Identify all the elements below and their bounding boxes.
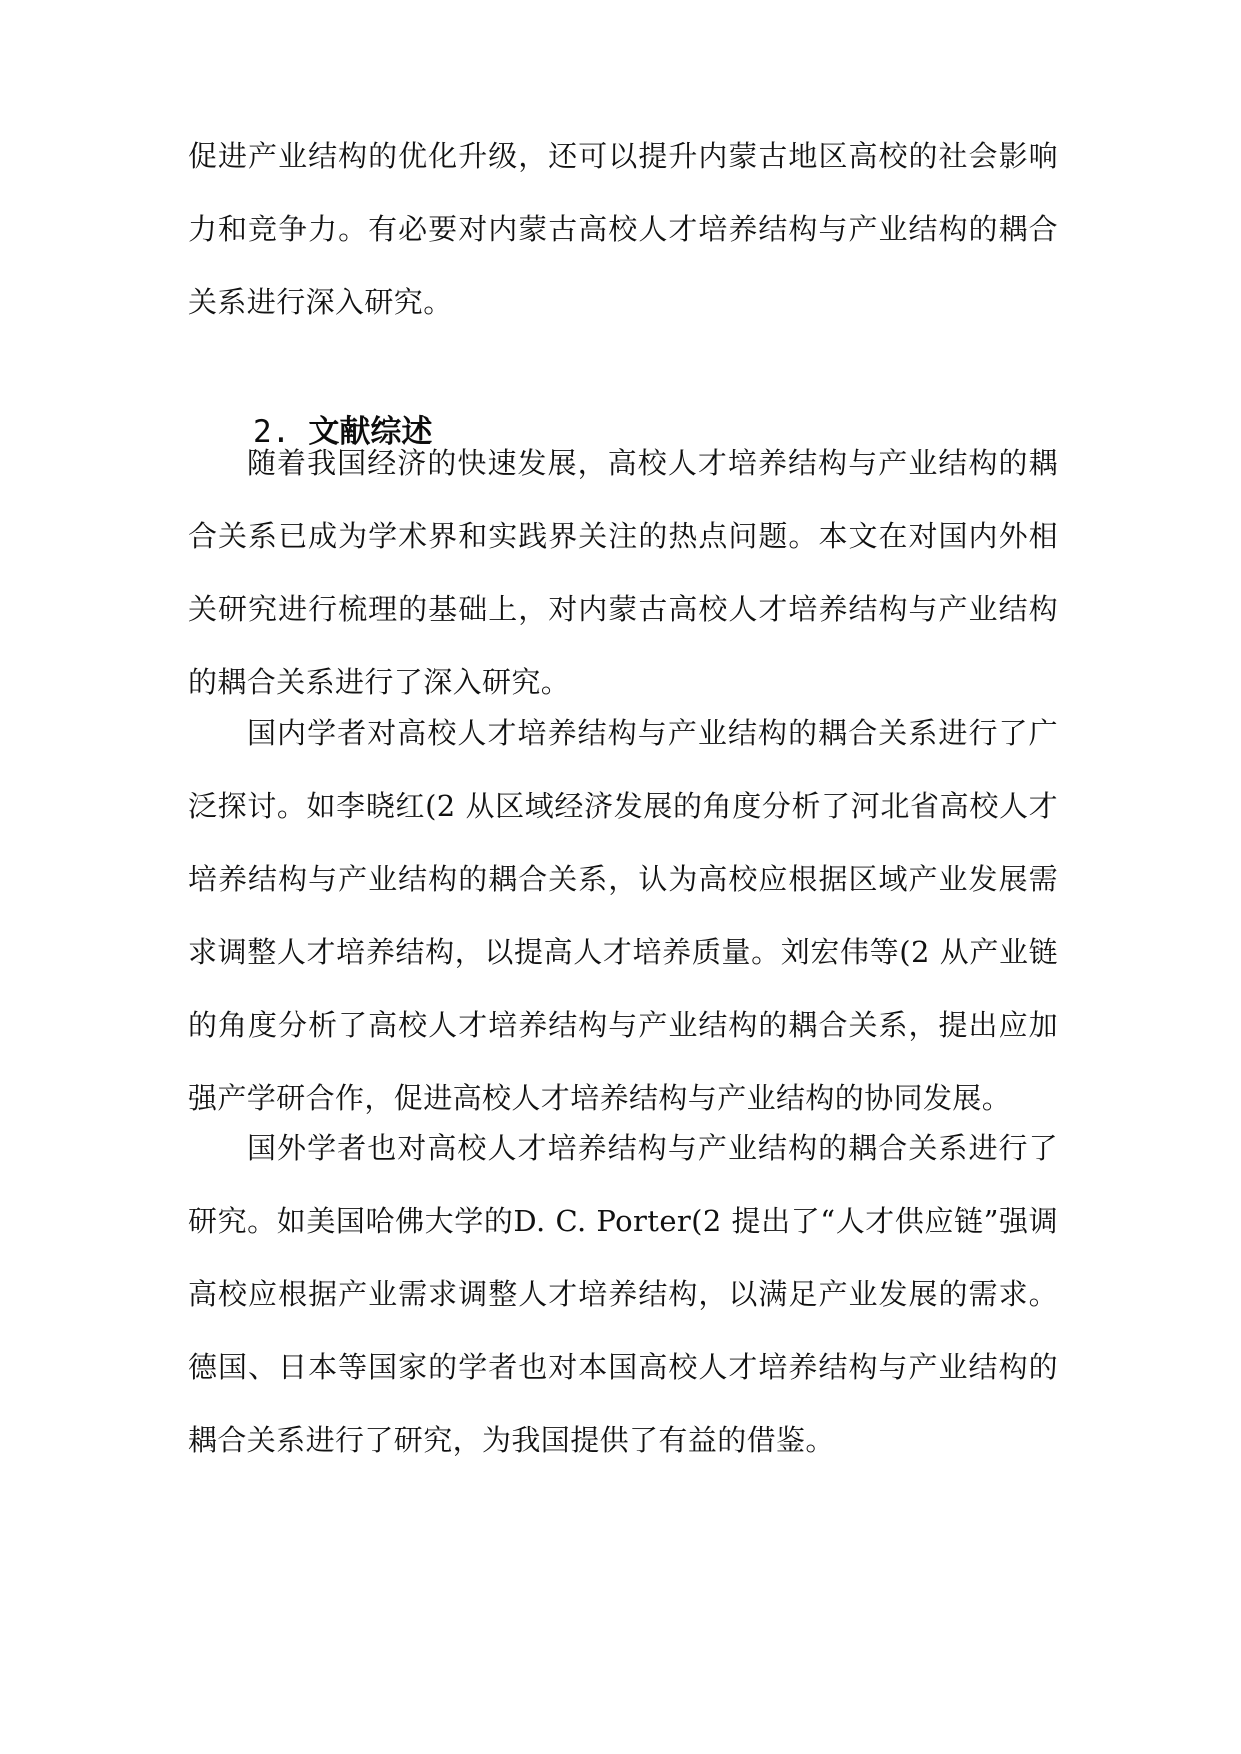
- section-number: 2.: [253, 414, 291, 450]
- paragraph-foreign-research: 国外学者也对高校人才培养结构与产业结构的耦合关系进行了研究。如美国哈佛大学的D. C. Porter(2 提出了“人才供应链”强调高校应根据产业需求调整人才培养结构，以满足产业发展的需求。德国、日本等国家的学者也对本国高校人才培养结构与产业结构的耦合关系进行了研究，为我国提供了有益的借鉴。: [188, 1131, 1058, 1457]
- intro-paragraph: 促进产业结构的优化升级，还可以提升内蒙古地区高校的社会影响力和竞争力。有必要对内蒙古高校人才培养结构与产业结构的耦合关系进行深入研究。: [188, 139, 1058, 319]
- paragraph-overview: 随着我国经济的快速发展，高校人才培养结构与产业结构的耦合关系已成为学术界和实践界关注的热点问题。本文在对国内外相关研究进行梳理的基础上，对内蒙古高校人才培养结构与产业结构的耦合关系进行了深入研究。: [188, 446, 1058, 699]
- section-title: 文献综述: [308, 414, 433, 450]
- paragraph-domestic-research: 国内学者对高校人才培养结构与产业结构的耦合关系进行了广泛探讨。如李晓红(2 从区域经济发展的角度分析了河北省高校人才培养结构与产业结构的耦合关系，认为高校应根据区域产业发展需求调整人才培养结构，以提高人才培养质量。刘宏伟等(2 从产业链的角度分析了高校人才培养结构与产业结构的耦合关系，提出应加强产学研合作，促进高校人才培养结构与产业结构的协同发展。: [188, 716, 1058, 1115]
